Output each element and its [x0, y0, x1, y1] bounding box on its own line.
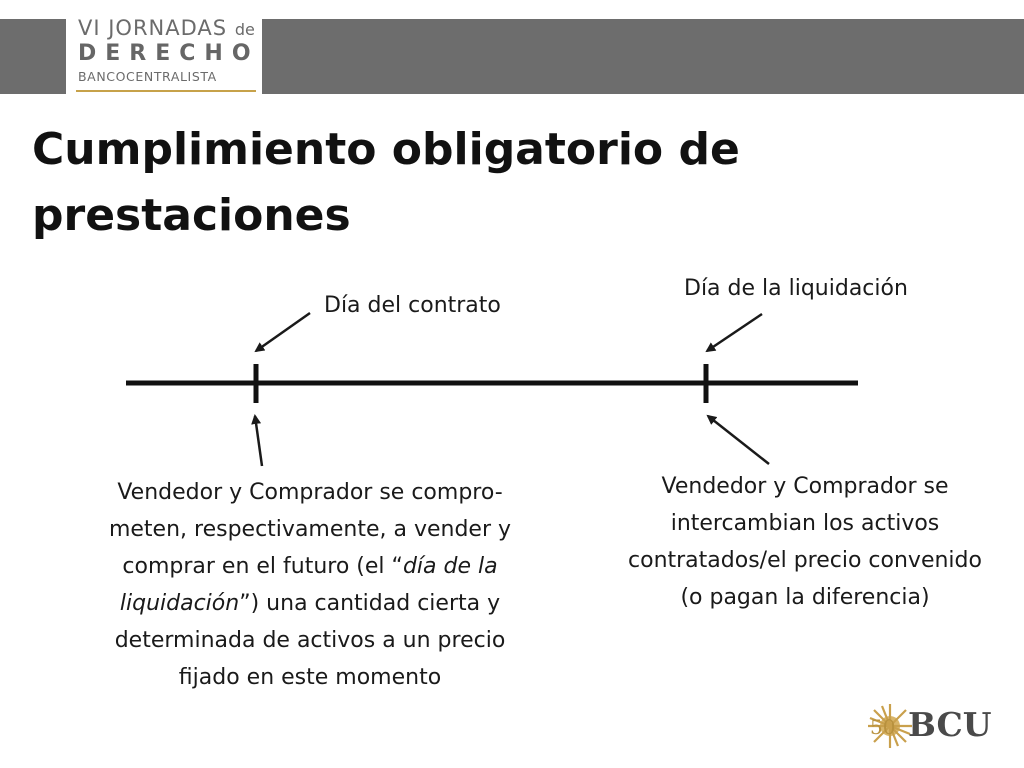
desc-right-line: intercambian los activos: [670, 511, 940, 536]
desc-left-line: Vendedor y Comprador se compro-: [117, 480, 503, 505]
desc-right-line: (o pagan la diferencia): [680, 585, 930, 610]
desc-left-line: liquidación”) una cantidad cierta y: [119, 591, 501, 616]
logo-line-3: BANCOCENTRALISTA: [78, 69, 217, 84]
logo-title: VI JORNADAS: [78, 16, 228, 40]
contract-description: [60, 474, 560, 696]
slide-title: Cumplimiento obligatorio de prestaciones: [32, 124, 740, 241]
desc-left-line: meten, respectivamente, a vender y: [108, 517, 512, 542]
sun-icon: [868, 704, 912, 748]
contract-label-arrow: [256, 313, 310, 351]
anniversary-number: 50: [870, 715, 896, 739]
desc-left-line: determinada de activos a un precio: [114, 628, 506, 653]
logo-line-2: DERECHO: [78, 41, 260, 66]
settlement-desc-arrow: [708, 416, 769, 464]
contract-day-label: Día del contrato: [324, 293, 501, 318]
bcu-logo-text: BCU: [908, 705, 992, 744]
logo-de: de: [234, 20, 255, 39]
emphasis: liquidación: [119, 591, 240, 616]
settlement-description: [580, 468, 1024, 616]
desc-right-line: contratados/el precio convenido: [628, 548, 982, 573]
contract-desc-arrow: [255, 416, 262, 466]
desc-left-line: comprar en el futuro (el “día de la: [122, 554, 498, 579]
emphasis: día de la: [402, 554, 498, 579]
desc-left-line: fijado en este momento: [178, 665, 442, 690]
settlement-day-label: Día de la liquidación: [684, 276, 908, 301]
settlement-label-arrow: [707, 314, 762, 351]
desc-right-line: Vendedor y Comprador se: [661, 474, 949, 499]
